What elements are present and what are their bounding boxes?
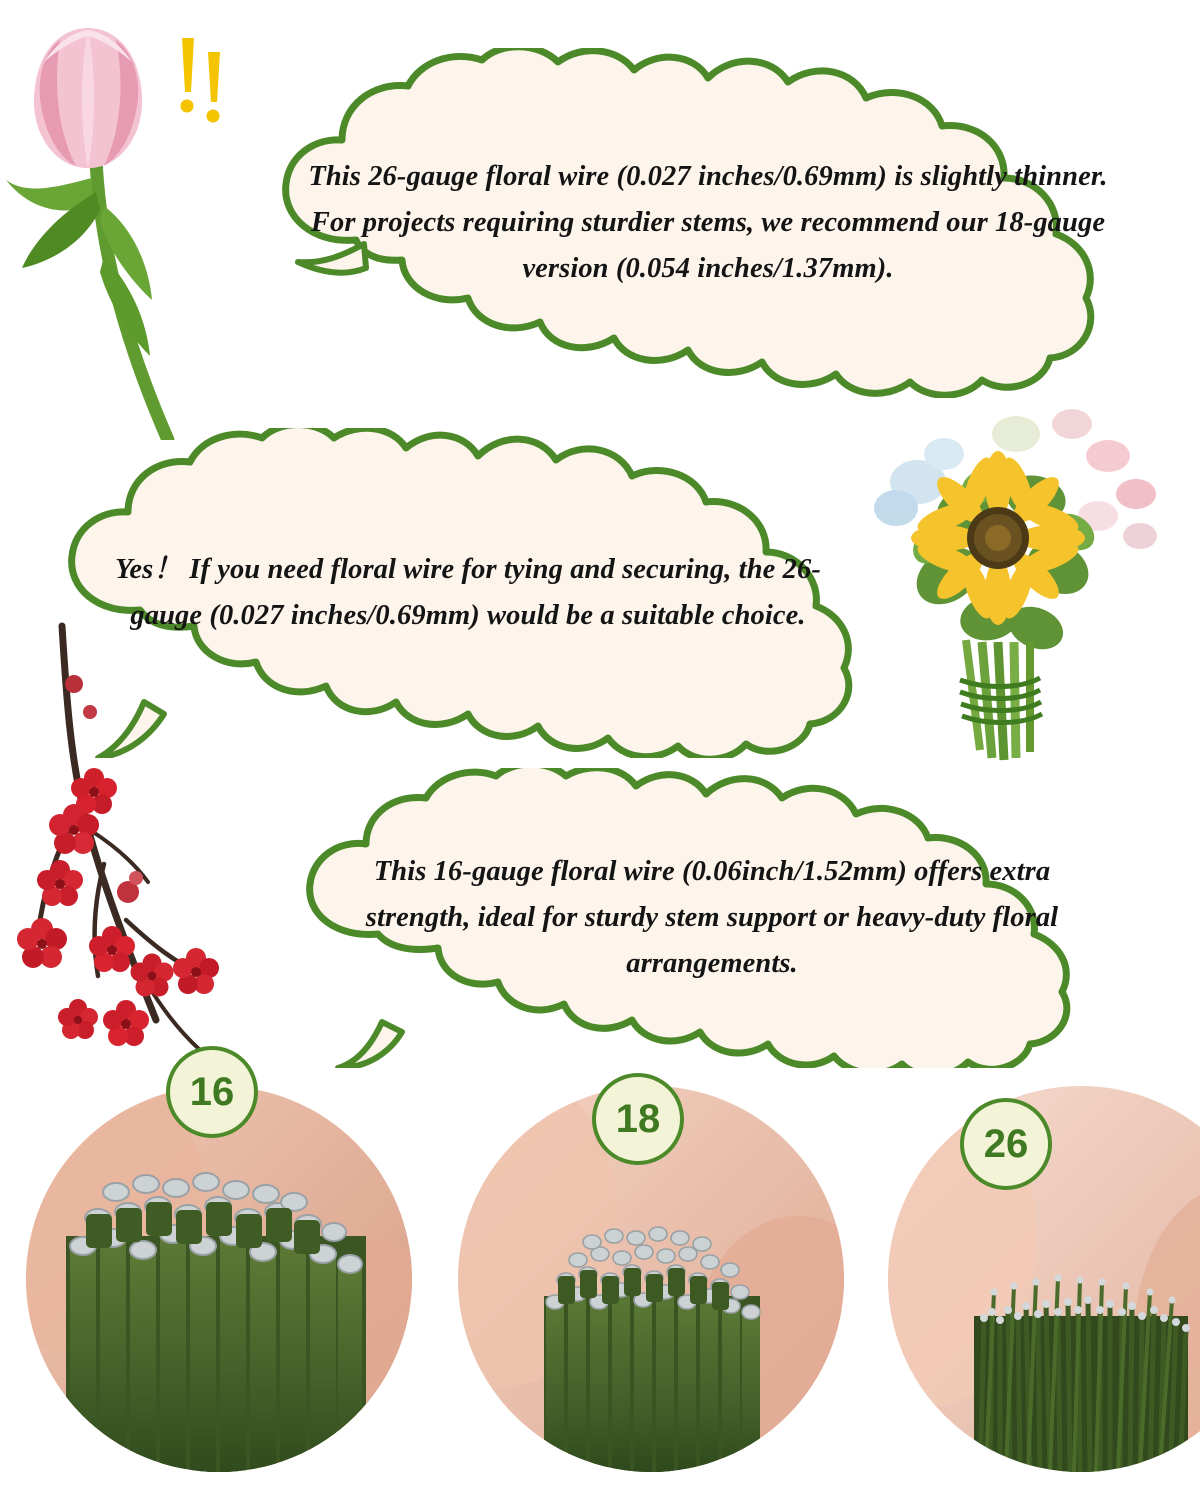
exclamation-marks-icon — [168, 30, 238, 150]
gauge-badge-label: 26 — [983, 1121, 1029, 1166]
speech-bubble-26-gauge-thinner — [238, 48, 1178, 398]
bubble-text: This 26-gauge floral wire (0.027 inches/0.69mm) is slightly thinner. For projects requiring sturdier stems, we recommend our 18-gauge version (0.054 inches/1.37mm). — [308, 160, 1108, 285]
bubble-text: Yes！ If you need floral wire for tying and securing, the 26-gauge (0.027 inches/0.69mm) would be a suitable choice. — [115, 553, 821, 631]
bubble-text: This 16-gauge floral wire (0.06inch/1.52mm) offers extra strength, ideal for sturdy stem support or heavy-duty floral arrangements. — [365, 855, 1059, 980]
gauge-badge-label: 18 — [615, 1096, 661, 1141]
gauge-badge-16 — [166, 1046, 258, 1138]
gauge-badge-label: 16 — [189, 1069, 235, 1114]
sunflower-bouquet-photo — [840, 390, 1170, 780]
gauge-badge-26 — [960, 1098, 1052, 1190]
speech-bubble-16-gauge-strength — [262, 768, 1162, 1068]
red-plum-blossom-branch-photo — [0, 620, 270, 1090]
gauge-badge-18 — [592, 1073, 684, 1165]
gauge-photo-16 — [26, 1086, 412, 1472]
